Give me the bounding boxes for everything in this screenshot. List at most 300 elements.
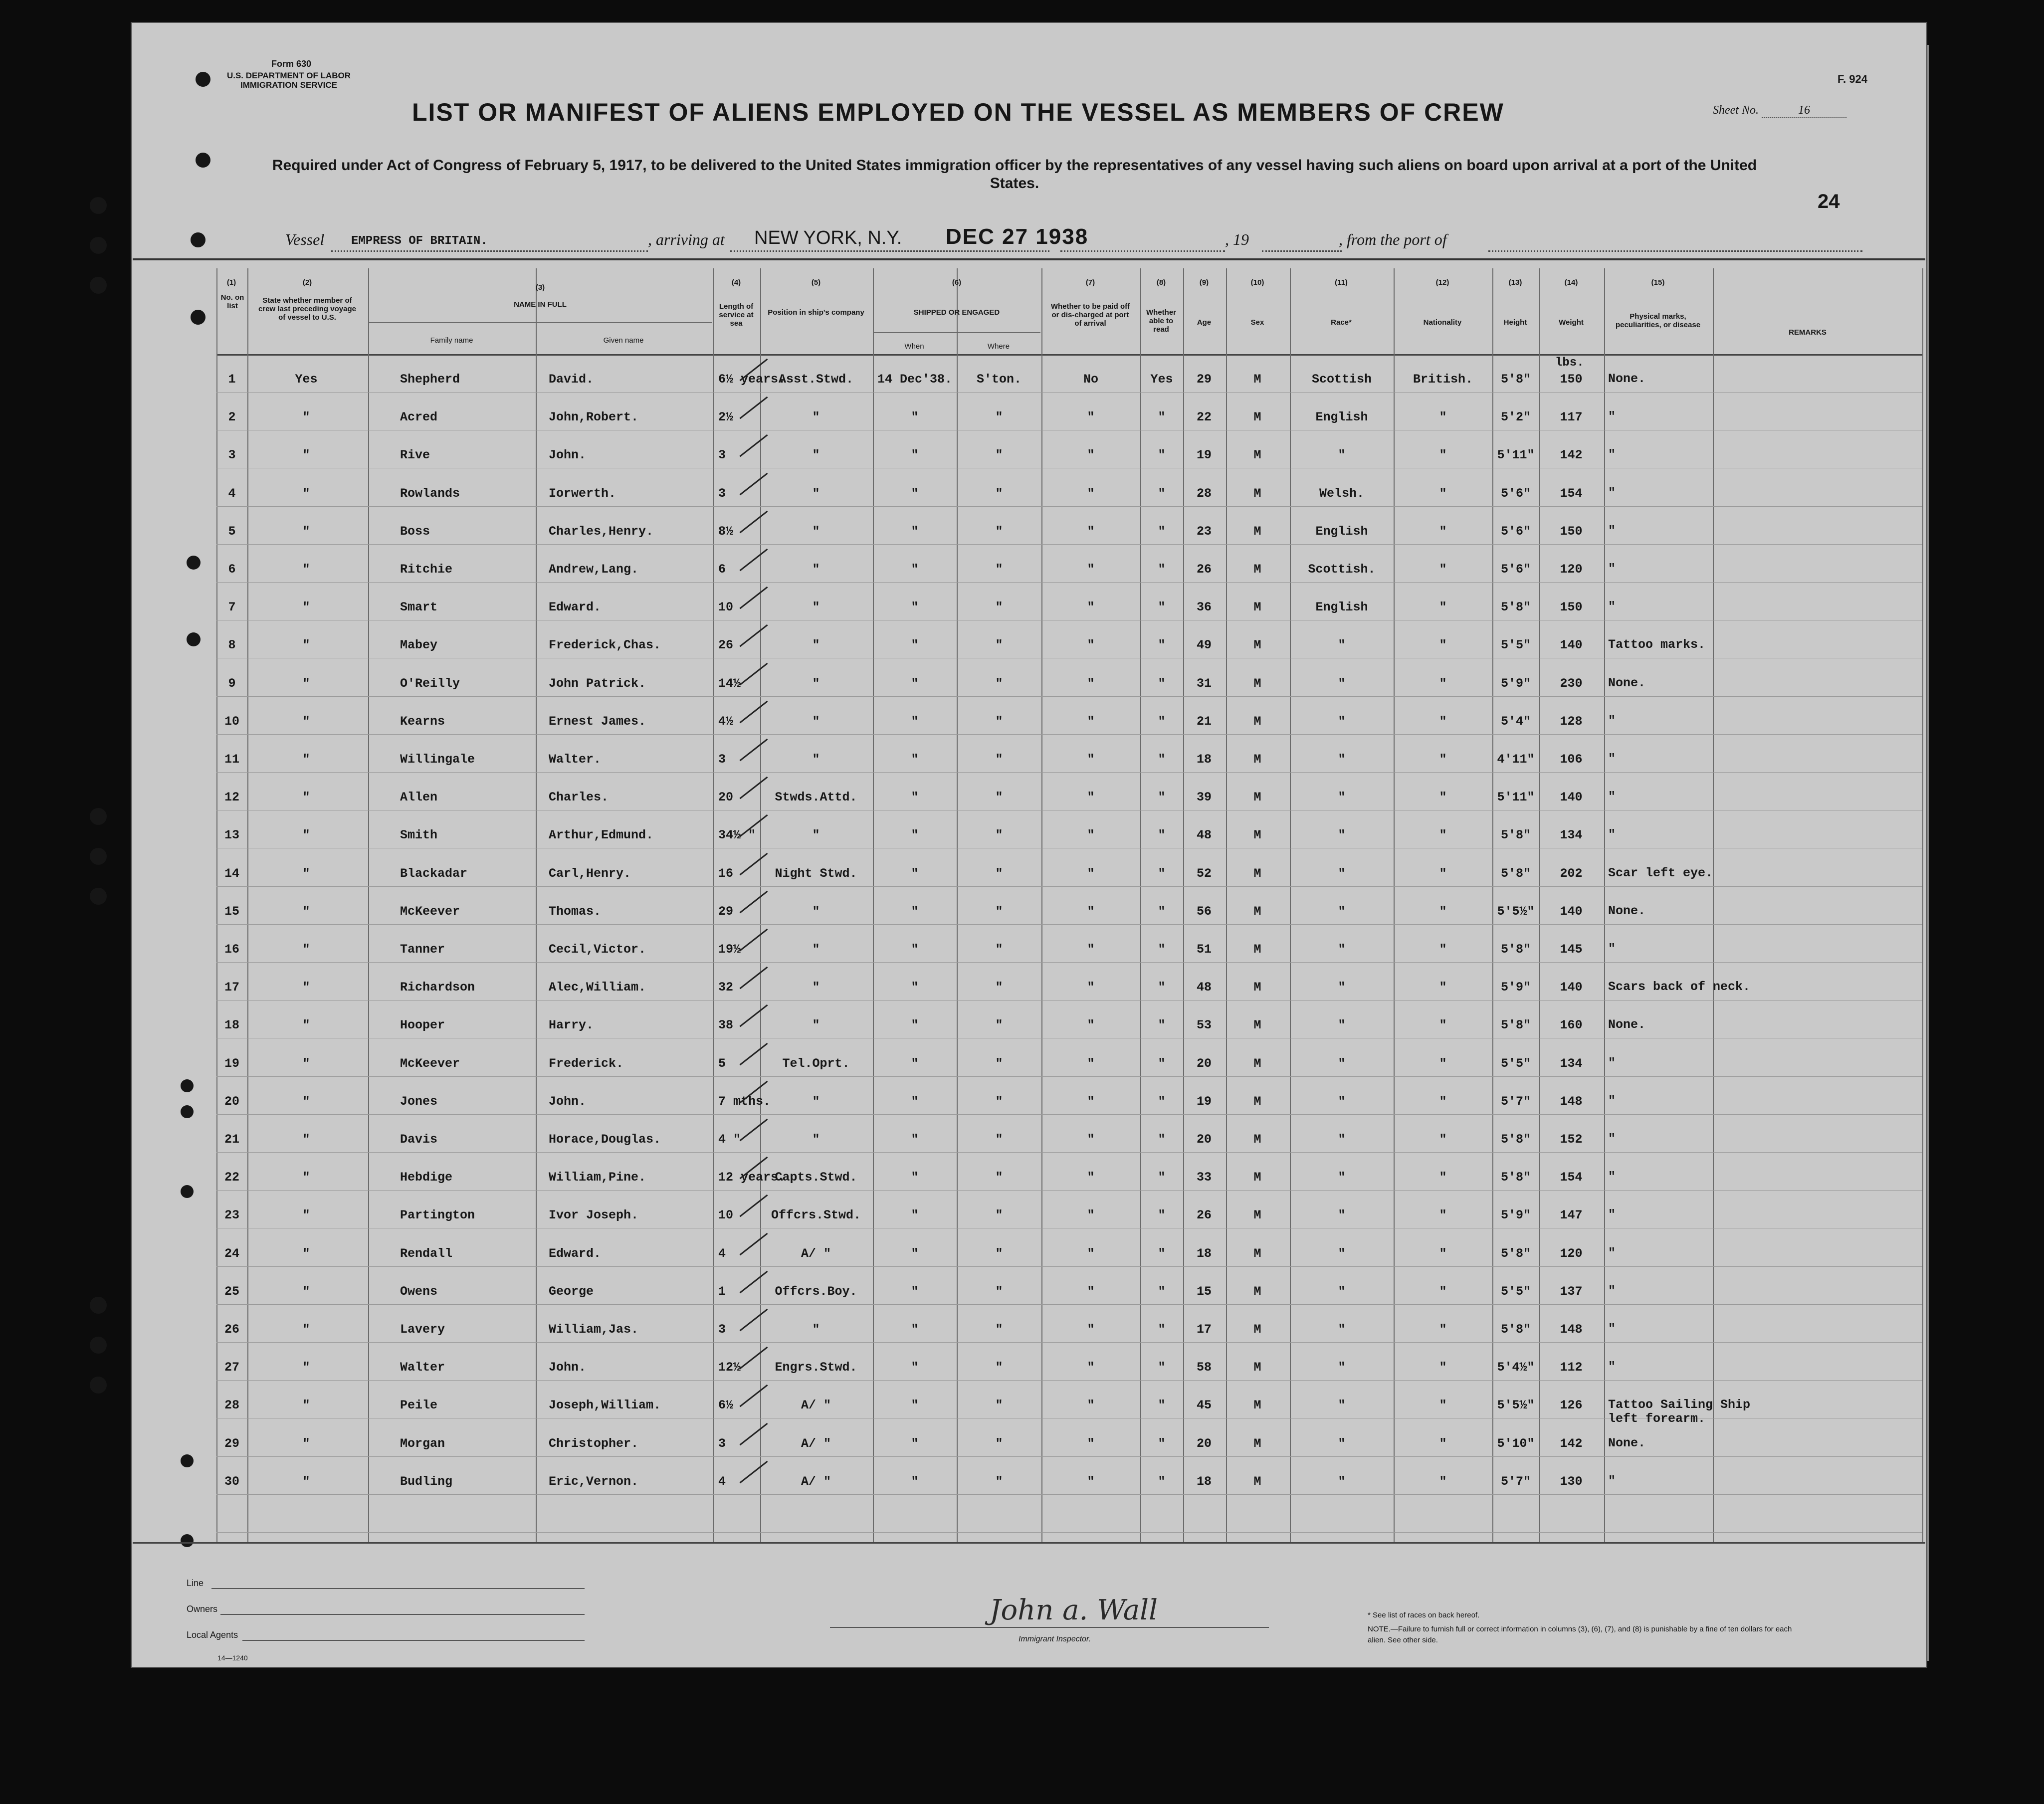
physical-marks-cell: None. xyxy=(1608,372,1646,386)
physical-marks-cell: " xyxy=(1608,600,1616,614)
row-rule xyxy=(216,962,1922,963)
binder-hole xyxy=(90,237,107,254)
race-cell: Scottish. xyxy=(1308,562,1376,577)
service-length-cell: 3 xyxy=(718,752,726,767)
service-length-cell: 3 xyxy=(718,486,726,501)
nationality-cell: " xyxy=(1439,448,1447,463)
owners-field xyxy=(220,1614,585,1615)
shipped-when-cell: " xyxy=(911,1056,919,1071)
service-length-cell: 3 xyxy=(718,1436,726,1451)
height-cell: 5'5" xyxy=(1500,1056,1531,1071)
position-cell: " xyxy=(812,600,820,615)
family-name-cell: Mabey xyxy=(400,638,438,653)
row-rule xyxy=(216,734,1922,735)
family-name-cell: Rive xyxy=(400,448,430,463)
shipped-when-cell: " xyxy=(911,448,919,463)
previous-voyage-cell: " xyxy=(302,1398,310,1413)
height-cell: 5'5" xyxy=(1500,1284,1531,1299)
family-name-cell: Peile xyxy=(400,1398,438,1413)
service-length-cell: 38 xyxy=(718,1018,734,1033)
shipped-when-cell: " xyxy=(911,410,919,425)
row-number-cell: 2 xyxy=(228,410,236,425)
family-name-cell: Partington xyxy=(400,1208,475,1223)
family-name-cell: Allen xyxy=(400,790,438,805)
row-number-cell: 5 xyxy=(228,524,236,539)
given-name-cell: Frederick,Chas. xyxy=(549,638,661,653)
weight-cell: 128 xyxy=(1560,714,1583,729)
given-name-cell: Carl,Henry. xyxy=(549,866,631,881)
physical-marks-cell: " xyxy=(1608,1055,1616,1070)
height-cell: 5'9" xyxy=(1500,676,1531,691)
race-cell: " xyxy=(1338,828,1346,843)
shipped-where-cell: " xyxy=(995,1056,1003,1071)
given-name-cell: Edward. xyxy=(549,600,602,615)
sex-cell: M xyxy=(1253,1474,1261,1489)
race-cell: " xyxy=(1338,676,1346,691)
service-length-cell: 32 xyxy=(718,980,734,995)
shipped-when-cell: " xyxy=(911,942,919,957)
weight-cell: 150 xyxy=(1560,372,1583,387)
nationality-cell: " xyxy=(1439,942,1447,957)
subheader-rule xyxy=(368,322,712,323)
row-number-cell: 23 xyxy=(224,1208,239,1223)
previous-voyage-cell: " xyxy=(302,1018,310,1033)
height-cell: 4'11" xyxy=(1497,752,1535,767)
paid-off-cell: " xyxy=(1087,410,1095,425)
row-number-cell: 8 xyxy=(228,638,236,653)
row-rule xyxy=(216,1532,1922,1533)
row-rule xyxy=(216,1342,1922,1343)
age-cell: 26 xyxy=(1196,1208,1212,1223)
previous-voyage-cell: " xyxy=(302,676,310,691)
header-bottom-rule xyxy=(216,354,1922,356)
nationality-cell: " xyxy=(1439,562,1447,577)
weight-cell: 154 xyxy=(1560,486,1583,501)
service-length-cell: 1 xyxy=(718,1284,726,1299)
age-cell: 22 xyxy=(1196,410,1212,425)
sex-cell: M xyxy=(1253,828,1261,843)
service-length-cell: 10 xyxy=(718,1208,734,1223)
column-rule xyxy=(957,268,958,1542)
row-number-cell: 20 xyxy=(224,1094,239,1109)
binder-hole xyxy=(90,1297,107,1314)
shipped-when-cell: " xyxy=(911,1284,919,1299)
col-7-number: (7) xyxy=(1085,278,1095,287)
previous-voyage-cell: " xyxy=(302,448,310,463)
race-cell: " xyxy=(1338,714,1346,729)
punch-hole xyxy=(196,153,210,168)
sex-cell: M xyxy=(1253,448,1261,463)
previous-voyage-cell: " xyxy=(302,1056,310,1071)
shipped-where-cell: " xyxy=(995,1094,1003,1109)
signature-line xyxy=(830,1627,1269,1628)
paid-off-cell: " xyxy=(1087,600,1095,615)
shipped-when-cell: " xyxy=(911,1208,919,1223)
position-cell: A/ " xyxy=(801,1246,831,1261)
position-cell: " xyxy=(812,1322,820,1337)
previous-voyage-cell: " xyxy=(302,1094,310,1109)
service-length-cell: 3 xyxy=(718,1322,726,1337)
sex-cell: M xyxy=(1253,600,1261,615)
nationality-cell: " xyxy=(1439,714,1447,729)
family-name-cell: Walter xyxy=(400,1360,445,1375)
physical-marks-cell: " xyxy=(1608,1245,1616,1260)
family-name-cell: Lavery xyxy=(400,1322,445,1337)
col-11-number: (11) xyxy=(1335,278,1348,287)
shipped-where-cell: " xyxy=(995,1018,1003,1033)
nationality-cell: " xyxy=(1439,524,1447,539)
nationality-cell: " xyxy=(1439,828,1447,843)
previous-voyage-cell: " xyxy=(302,980,310,995)
able-to-read-cell: " xyxy=(1158,1360,1166,1375)
form-number: Form 630 xyxy=(271,59,312,69)
height-cell: 5'7" xyxy=(1500,1094,1531,1109)
paid-off-cell: " xyxy=(1087,1398,1095,1413)
race-cell: Welsh. xyxy=(1319,486,1364,501)
row-rule xyxy=(216,696,1922,697)
nationality-cell: " xyxy=(1439,1018,1447,1033)
col-3-header: NAME IN FULL xyxy=(514,300,567,309)
service-length-cell: 8½ xyxy=(718,524,734,539)
race-cell: English xyxy=(1315,524,1368,539)
physical-marks-cell: None. xyxy=(1608,675,1646,690)
position-cell: " xyxy=(812,1094,820,1109)
race-cell: " xyxy=(1338,1132,1346,1147)
service-length-cell: 4 xyxy=(718,1246,726,1261)
height-cell: 5'7" xyxy=(1500,1474,1531,1489)
position-cell: " xyxy=(812,1132,820,1147)
given-name-cell: Thomas. xyxy=(549,904,602,919)
paid-off-cell: " xyxy=(1087,1436,1095,1451)
service-length-cell: 4 " xyxy=(718,1132,741,1147)
weight-cell: 140 xyxy=(1560,904,1583,919)
weight-cell: 202 xyxy=(1560,866,1583,881)
height-cell: 5'6" xyxy=(1500,486,1531,501)
nationality-cell: " xyxy=(1439,676,1447,691)
shipped-when-cell: " xyxy=(911,1246,919,1261)
age-cell: 26 xyxy=(1196,562,1212,577)
race-cell: " xyxy=(1338,1018,1346,1033)
shipped-where-cell: " xyxy=(995,1360,1003,1375)
row-number-cell: 28 xyxy=(224,1398,239,1413)
paid-off-cell: " xyxy=(1087,524,1095,539)
height-cell: 5'8" xyxy=(1500,1322,1531,1337)
paid-off-cell: " xyxy=(1087,1018,1095,1033)
physical-marks-cell: Scars back of neck. xyxy=(1608,980,1751,995)
column-rule xyxy=(247,268,248,1542)
physical-marks-cell: None. xyxy=(1608,1435,1646,1450)
able-to-read-cell: " xyxy=(1158,752,1166,767)
paid-off-cell: " xyxy=(1087,676,1095,691)
sex-cell: M xyxy=(1253,942,1261,957)
race-cell: " xyxy=(1338,942,1346,957)
previous-voyage-cell: " xyxy=(302,714,310,729)
given-name-cell: Edward. xyxy=(549,1246,602,1261)
previous-voyage-cell: " xyxy=(302,1360,310,1375)
previous-voyage-cell: " xyxy=(302,828,310,843)
vessel-dots xyxy=(331,250,648,252)
paid-off-cell: " xyxy=(1087,1474,1095,1489)
previous-voyage-cell: " xyxy=(302,1132,310,1147)
shipped-where-cell: " xyxy=(995,752,1003,767)
age-cell: 31 xyxy=(1196,676,1212,691)
given-name-cell: John. xyxy=(549,1094,587,1109)
age-cell: 51 xyxy=(1196,942,1212,957)
service-length-cell: 29 xyxy=(718,904,734,919)
sex-cell: M xyxy=(1253,410,1261,425)
row-number-cell: 7 xyxy=(228,600,236,615)
weight-cell: 140 xyxy=(1560,638,1583,653)
sex-cell: M xyxy=(1253,676,1261,691)
paid-off-cell: No xyxy=(1083,372,1098,387)
sex-cell: M xyxy=(1253,1398,1261,1413)
col-15-number: (15) xyxy=(1651,278,1665,287)
inspector-label: Immigrant Inspector. xyxy=(1019,1635,1091,1643)
given-name-cell: Ernest James. xyxy=(549,714,646,729)
race-cell: " xyxy=(1338,1246,1346,1261)
given-name-cell: Frederick. xyxy=(549,1056,624,1071)
service-length-cell: 12½ xyxy=(718,1360,741,1375)
paid-off-cell: " xyxy=(1087,1056,1095,1071)
punch-hole xyxy=(181,1454,194,1467)
physical-marks-cell: " xyxy=(1608,1473,1616,1488)
service-label: IMMIGRATION SERVICE xyxy=(240,80,337,90)
position-cell: " xyxy=(812,410,820,425)
row-number-cell: 16 xyxy=(224,942,239,957)
given-name-cell: John. xyxy=(549,1360,587,1375)
row-rule xyxy=(216,1456,1922,1457)
weight-cell: 154 xyxy=(1560,1170,1583,1185)
row-number-cell: 13 xyxy=(224,828,239,843)
able-to-read-cell: " xyxy=(1158,410,1166,425)
col-14-number: (14) xyxy=(1564,278,1578,287)
height-cell: 5'11" xyxy=(1497,790,1535,805)
service-length-cell: 6½ xyxy=(718,1398,734,1413)
height-cell: 5'8" xyxy=(1500,1018,1531,1033)
sex-cell: M xyxy=(1253,638,1261,653)
paid-off-cell: " xyxy=(1087,790,1095,805)
position-cell: Offcrs.Stwd. xyxy=(771,1208,861,1223)
race-cell: English xyxy=(1315,600,1368,615)
arriving-label: , arriving at xyxy=(648,230,725,248)
service-length-cell: 6½ years. xyxy=(718,372,786,387)
sex-cell: M xyxy=(1253,714,1261,729)
race-cell: " xyxy=(1338,904,1346,919)
height-cell: 5'8" xyxy=(1500,828,1531,843)
physical-marks-cell: " xyxy=(1608,752,1616,766)
position-cell: " xyxy=(812,942,820,957)
row-rule xyxy=(216,1152,1922,1153)
position-cell: " xyxy=(812,980,820,995)
race-cell: " xyxy=(1338,752,1346,767)
arrival-date-stamp: DEC 27 1938 xyxy=(946,224,1089,249)
weight-cell: 112 xyxy=(1560,1360,1583,1375)
binder-hole xyxy=(90,848,107,865)
document-title: LIST OR MANIFEST OF ALIENS EMPLOYED ON THE VESSEL AS MEMBERS OF CREW xyxy=(412,98,1504,126)
able-to-read-cell: " xyxy=(1158,828,1166,843)
weight-cell: 140 xyxy=(1560,980,1583,995)
nationality-cell: " xyxy=(1439,1284,1447,1299)
position-cell: Stwds.Attd. xyxy=(775,790,857,805)
document-subtitle: Required under Act of Congress of February 5, 1917, to be delivered to the United States immigration officer by the representatives of any vessel having such aliens on board upon arrival at a port of the United States. xyxy=(272,157,1757,192)
physical-marks-cell: Tattoo marks. xyxy=(1608,637,1706,652)
physical-marks-cell: " xyxy=(1608,1207,1616,1222)
row-number-cell: 15 xyxy=(224,904,239,919)
physical-marks-cell: " xyxy=(1608,447,1616,462)
position-cell: " xyxy=(812,486,820,501)
race-cell: " xyxy=(1338,448,1346,463)
col-1-number: (1) xyxy=(226,278,236,287)
family-name-cell: Richardson xyxy=(400,980,475,995)
position-cell: A/ " xyxy=(801,1474,831,1489)
row-number-cell: 19 xyxy=(224,1056,239,1071)
service-length-cell: 10 xyxy=(718,600,734,615)
previous-voyage-cell: " xyxy=(302,1170,310,1185)
height-cell: 5'8" xyxy=(1500,372,1531,387)
shipped-when-cell: " xyxy=(911,980,919,995)
previous-voyage-cell: " xyxy=(302,1474,310,1489)
col-13-header: Height xyxy=(1503,318,1527,327)
shipped-when-cell: " xyxy=(911,1436,919,1451)
previous-voyage-cell: " xyxy=(302,1436,310,1451)
sex-cell: M xyxy=(1253,486,1261,501)
height-cell: 5'5½" xyxy=(1497,1398,1535,1413)
shipped-when-cell: " xyxy=(911,752,919,767)
sex-cell: M xyxy=(1253,752,1261,767)
nationality-cell: " xyxy=(1439,600,1447,615)
arriving-port: NEW YORK, N.Y. xyxy=(754,227,902,248)
race-cell: Scottish xyxy=(1311,372,1372,387)
nationality-cell: " xyxy=(1439,1170,1447,1185)
able-to-read-cell: " xyxy=(1158,1246,1166,1261)
row-rule xyxy=(216,1380,1922,1381)
family-name-cell: Jones xyxy=(400,1094,438,1109)
weight-cell: 142 xyxy=(1560,1436,1583,1451)
weight-cell: 152 xyxy=(1560,1132,1583,1147)
age-cell: 15 xyxy=(1196,1284,1212,1299)
row-rule xyxy=(216,924,1922,925)
shipped-when-cell: " xyxy=(911,638,919,653)
col-7-header: Whether to be paid off or dis-charged at port of arrival xyxy=(1050,302,1130,328)
weight-cell: 126 xyxy=(1560,1398,1583,1413)
age-cell: 45 xyxy=(1196,1398,1212,1413)
vessel-name: EMPRESS OF BRITAIN. xyxy=(351,234,488,248)
punch-hole xyxy=(187,556,201,570)
shipped-where-cell: " xyxy=(995,1208,1003,1223)
row-rule xyxy=(216,772,1922,773)
sex-cell: M xyxy=(1253,790,1261,805)
previous-voyage-cell: " xyxy=(302,752,310,767)
col-4-number: (4) xyxy=(731,278,741,287)
able-to-read-cell: " xyxy=(1158,562,1166,577)
height-cell: 5'8" xyxy=(1500,1132,1531,1147)
family-name-cell: Ritchie xyxy=(400,562,453,577)
physical-marks-cell: " xyxy=(1608,1360,1616,1375)
given-name-cell: Horace,Douglas. xyxy=(549,1132,661,1147)
row-rule xyxy=(216,506,1922,507)
position-cell: " xyxy=(812,638,820,653)
shipped-where-cell: " xyxy=(995,1474,1003,1489)
position-cell: Asst.Stwd. xyxy=(778,372,854,387)
shipped-where-cell: " xyxy=(995,600,1003,615)
column-rule xyxy=(873,268,874,1542)
row-number-cell: 24 xyxy=(224,1246,239,1261)
physical-marks-cell: Scar left eye. xyxy=(1608,865,1713,880)
shipped-where-cell: " xyxy=(995,562,1003,577)
physical-marks-cell: Tattoo Sailing Ship left forearm. xyxy=(1608,1398,1751,1426)
age-cell: 52 xyxy=(1196,866,1212,881)
col-8-header: Whether able to read xyxy=(1146,308,1176,334)
able-to-read-cell: Yes xyxy=(1150,372,1173,387)
given-name-cell: Harry. xyxy=(549,1018,594,1033)
paid-off-cell: " xyxy=(1087,1322,1095,1337)
age-cell: 48 xyxy=(1196,980,1212,995)
row-number-cell: 22 xyxy=(224,1170,239,1185)
row-rule xyxy=(216,1494,1922,1495)
position-cell: Capts.Stwd. xyxy=(775,1170,857,1185)
col-9-number: (9) xyxy=(1199,278,1209,287)
family-name-cell: Smart xyxy=(400,600,438,615)
nationality-cell: " xyxy=(1439,638,1447,653)
binder-hole xyxy=(90,888,107,905)
weight-cell: 148 xyxy=(1560,1094,1583,1109)
sex-cell: M xyxy=(1253,562,1261,577)
punch-hole xyxy=(191,310,205,325)
physical-marks-cell: " xyxy=(1608,523,1616,538)
able-to-read-cell: " xyxy=(1158,1094,1166,1109)
shipped-where-cell: " xyxy=(995,866,1003,881)
sheet-label: Sheet No. xyxy=(1713,104,1759,117)
inspector-signature: John a. Wall xyxy=(990,1594,1158,1626)
given-name-cell: George xyxy=(549,1284,594,1299)
shipped-when-cell: " xyxy=(911,1474,919,1489)
paid-off-cell: " xyxy=(1087,714,1095,729)
family-name-cell: Tanner xyxy=(400,942,445,957)
subheader-rule xyxy=(873,332,1040,333)
nationality-cell: " xyxy=(1439,904,1447,919)
nationality-cell: " xyxy=(1439,1436,1447,1451)
shipped-where-cell: " xyxy=(995,942,1003,957)
service-length-cell: 4 xyxy=(718,1474,726,1489)
previous-voyage-cell: " xyxy=(302,486,310,501)
shipped-when-cell: " xyxy=(911,1170,919,1185)
paid-off-cell: " xyxy=(1087,904,1095,919)
given-name-cell: John,Robert. xyxy=(549,410,639,425)
col-16-header: REMARKS xyxy=(1789,328,1827,337)
row-number-cell: 1 xyxy=(228,372,236,387)
height-cell: 5'8" xyxy=(1500,600,1531,615)
able-to-read-cell: " xyxy=(1158,1018,1166,1033)
position-cell: " xyxy=(812,904,820,919)
shipped-where-cell: " xyxy=(995,904,1003,919)
race-cell: " xyxy=(1338,866,1346,881)
row-rule xyxy=(216,1304,1922,1305)
shipped-when-cell: " xyxy=(911,714,919,729)
nationality-cell: " xyxy=(1439,1132,1447,1147)
given-name-cell: David. xyxy=(549,372,594,387)
position-cell: " xyxy=(812,676,820,691)
shipped-when-cell: " xyxy=(911,1132,919,1147)
row-number-cell: 9 xyxy=(228,676,236,691)
position-cell: " xyxy=(812,828,820,843)
race-cell: " xyxy=(1338,980,1346,995)
row-number-cell: 25 xyxy=(224,1284,239,1299)
family-name-cell: Rendall xyxy=(400,1246,453,1261)
shipped-where-cell: " xyxy=(995,410,1003,425)
given-name-cell: Charles. xyxy=(549,790,609,805)
height-cell: 5'4½" xyxy=(1497,1360,1535,1375)
height-cell: 5'8" xyxy=(1500,942,1531,957)
